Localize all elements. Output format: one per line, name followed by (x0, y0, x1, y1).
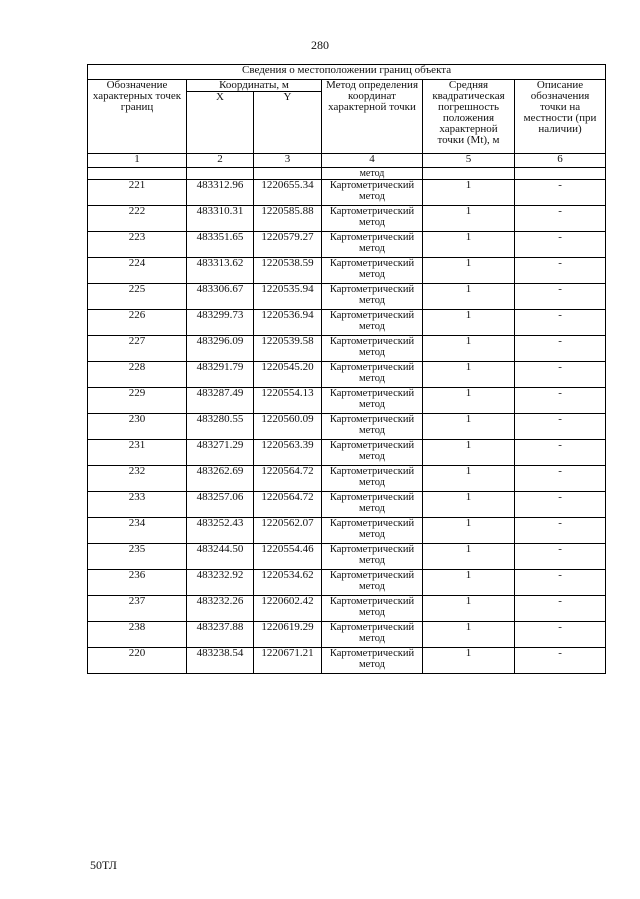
description-cell: - (515, 596, 606, 622)
header-error: Средняя квадратическая погрешность положения характерной точки (Mt), м (423, 80, 515, 154)
description-cell: - (515, 492, 606, 518)
table-row (88, 336, 606, 362)
description-cell: - (515, 206, 606, 232)
error-cell: 1 (423, 414, 515, 440)
point-cell: 238 (88, 622, 187, 648)
method-cell: Картометрический метод (322, 622, 423, 648)
x-coordinate-cell: 483351.65 (187, 232, 254, 258)
footer-code: 50ТЛ (90, 858, 117, 872)
point-cell: 234 (88, 518, 187, 544)
error-cell: 1 (423, 362, 515, 388)
description-cell: - (515, 518, 606, 544)
error-cell: 1 (423, 570, 515, 596)
table-row (88, 180, 606, 206)
method-cell: Картометрический метод (322, 310, 423, 336)
x-coordinate-cell: 483306.67 (187, 284, 254, 310)
continuation-row (88, 168, 606, 180)
method-cell: Картометрический метод (322, 258, 423, 284)
error-cell: 1 (423, 336, 515, 362)
y-coordinate-cell: 1220562.07 (254, 518, 322, 544)
y-coordinate-cell: 1220655.34 (254, 180, 322, 206)
method-cell: Картометрический метод (322, 284, 423, 310)
table-row (88, 622, 606, 648)
method-cell: Картометрический метод (322, 492, 423, 518)
y-coordinate-cell: 1220545.20 (254, 362, 322, 388)
point-cell: 228 (88, 362, 187, 388)
point-cell: 220 (88, 648, 187, 674)
method-cell: Картометрический метод (322, 232, 423, 258)
x-coordinate-cell: 483271.29 (187, 440, 254, 466)
description-cell: - (515, 388, 606, 414)
x-coordinate-cell: 483232.92 (187, 570, 254, 596)
y-coordinate-cell: 1220602.42 (254, 596, 322, 622)
method-cell: Картометрический метод (322, 518, 423, 544)
table-row (88, 518, 606, 544)
point-cell: 229 (88, 388, 187, 414)
method-cell: Картометрический метод (322, 544, 423, 570)
x-coordinate-cell: 483237.88 (187, 622, 254, 648)
x-coordinate-cell: 483238.54 (187, 648, 254, 674)
x-coordinate-cell: 483296.09 (187, 336, 254, 362)
y-coordinate-cell: 1220671.21 (254, 648, 322, 674)
x-coordinate-cell: 483257.06 (187, 492, 254, 518)
error-cell: 1 (423, 544, 515, 570)
point-cell: 223 (88, 232, 187, 258)
error-cell: 1 (423, 310, 515, 336)
description-cell: - (515, 232, 606, 258)
header-point: Обозначение характерных точек границ (88, 80, 187, 154)
point-cell: 233 (88, 492, 187, 518)
x-coordinate-cell: 483244.50 (187, 544, 254, 570)
boundary-points-table (87, 64, 606, 674)
table-row (88, 544, 606, 570)
table-row (88, 596, 606, 622)
method-cell: Картометрический метод (322, 466, 423, 492)
point-cell: 224 (88, 258, 187, 284)
description-cell: - (515, 622, 606, 648)
column-number: 2 (187, 154, 254, 168)
error-cell: 1 (423, 648, 515, 674)
table-row (88, 414, 606, 440)
error-cell: 1 (423, 492, 515, 518)
table-row (88, 284, 606, 310)
table-row (88, 466, 606, 492)
table-row (88, 232, 606, 258)
method-cell: Картометрический метод (322, 414, 423, 440)
method-cell: Картометрический метод (322, 388, 423, 414)
point-cell: 227 (88, 336, 187, 362)
table-row (88, 648, 606, 674)
table-row (88, 258, 606, 284)
header-y: Y (254, 92, 322, 154)
table-row (88, 570, 606, 596)
error-cell: 1 (423, 284, 515, 310)
header-method: Метод определения координат характерной точки (322, 80, 423, 154)
x-coordinate-cell: 483262.69 (187, 466, 254, 492)
y-coordinate-cell: 1220563.39 (254, 440, 322, 466)
description-cell: - (515, 336, 606, 362)
point-cell: 222 (88, 206, 187, 232)
method-cell: Картометрический метод (322, 336, 423, 362)
x-coordinate-cell: 483252.43 (187, 518, 254, 544)
error-cell: 1 (423, 622, 515, 648)
point-cell: 226 (88, 310, 187, 336)
error-cell: 1 (423, 388, 515, 414)
method-cell: Картометрический метод (322, 362, 423, 388)
page-number: 280 (311, 38, 329, 52)
error-cell: 1 (423, 232, 515, 258)
y-coordinate-cell: 1220579.27 (254, 232, 322, 258)
error-cell: 1 (423, 596, 515, 622)
description-cell: - (515, 466, 606, 492)
description-cell: - (515, 648, 606, 674)
table-row (88, 492, 606, 518)
table-row (88, 362, 606, 388)
error-cell: 1 (423, 466, 515, 492)
header-coordinates: Координаты, м (187, 80, 322, 92)
description-cell: - (515, 440, 606, 466)
y-coordinate-cell: 1220534.62 (254, 570, 322, 596)
header-x: X (187, 92, 254, 154)
error-cell: 1 (423, 180, 515, 206)
point-cell: 236 (88, 570, 187, 596)
table-row (88, 310, 606, 336)
x-coordinate-cell: 483280.55 (187, 414, 254, 440)
x-coordinate-cell: 483313.62 (187, 258, 254, 284)
point-cell: 221 (88, 180, 187, 206)
table-row (88, 388, 606, 414)
method-cell: Картометрический метод (322, 206, 423, 232)
y-coordinate-cell: 1220535.94 (254, 284, 322, 310)
table-row (88, 440, 606, 466)
column-number: 6 (515, 154, 606, 168)
y-coordinate-cell: 1220538.59 (254, 258, 322, 284)
column-number: 4 (322, 154, 423, 168)
x-coordinate-cell: 483312.96 (187, 180, 254, 206)
description-cell: - (515, 414, 606, 440)
error-cell: 1 (423, 258, 515, 284)
method-cell: Картометрический метод (322, 596, 423, 622)
description-cell: - (515, 180, 606, 206)
point-cell: 230 (88, 414, 187, 440)
description-cell: - (515, 310, 606, 336)
y-coordinate-cell: 1220564.72 (254, 492, 322, 518)
column-number: 1 (88, 154, 187, 168)
column-number: 3 (254, 154, 322, 168)
x-coordinate-cell: 483291.79 (187, 362, 254, 388)
x-coordinate-cell: 483287.49 (187, 388, 254, 414)
column-number: 5 (423, 154, 515, 168)
description-cell: - (515, 258, 606, 284)
table-title: Сведения о местоположении границ объекта (88, 65, 606, 80)
method-cell: Картометрический метод (322, 648, 423, 674)
y-coordinate-cell: 1220554.46 (254, 544, 322, 570)
y-coordinate-cell: 1220539.58 (254, 336, 322, 362)
description-cell: - (515, 544, 606, 570)
x-coordinate-cell: 483299.73 (187, 310, 254, 336)
error-cell: 1 (423, 518, 515, 544)
error-cell: 1 (423, 440, 515, 466)
method-cell: Картометрический метод (322, 180, 423, 206)
method-cell: Картометрический метод (322, 440, 423, 466)
continuation-text: метод (322, 168, 423, 180)
column-number-row (88, 154, 606, 168)
point-cell: 232 (88, 466, 187, 492)
method-cell: Картометрический метод (322, 570, 423, 596)
x-coordinate-cell: 483232.26 (187, 596, 254, 622)
point-cell: 235 (88, 544, 187, 570)
error-cell: 1 (423, 206, 515, 232)
y-coordinate-cell: 1220560.09 (254, 414, 322, 440)
header-description: Описание обозначения точки на местности (при наличии) (515, 80, 606, 154)
y-coordinate-cell: 1220564.72 (254, 466, 322, 492)
x-coordinate-cell: 483310.31 (187, 206, 254, 232)
point-cell: 237 (88, 596, 187, 622)
y-coordinate-cell: 1220554.13 (254, 388, 322, 414)
description-cell: - (515, 362, 606, 388)
description-cell: - (515, 284, 606, 310)
y-coordinate-cell: 1220585.88 (254, 206, 322, 232)
point-cell: 231 (88, 440, 187, 466)
y-coordinate-cell: 1220619.29 (254, 622, 322, 648)
description-cell: - (515, 570, 606, 596)
table-row (88, 206, 606, 232)
y-coordinate-cell: 1220536.94 (254, 310, 322, 336)
point-cell: 225 (88, 284, 187, 310)
